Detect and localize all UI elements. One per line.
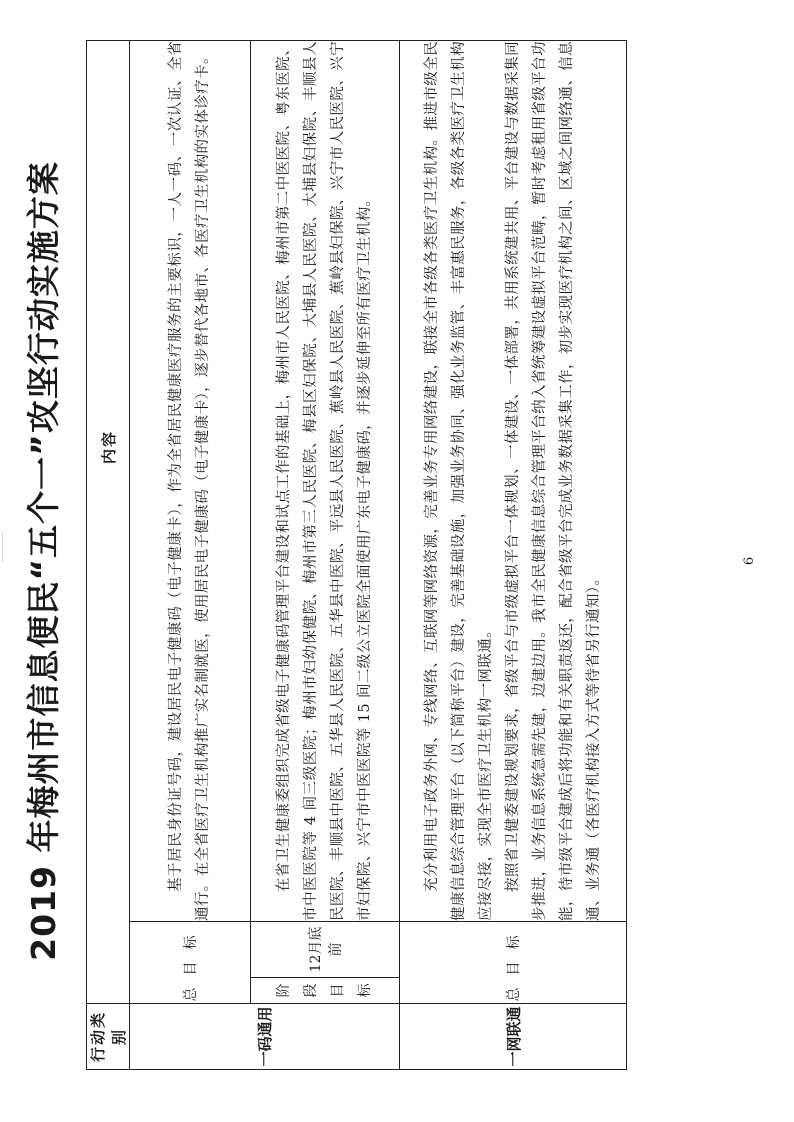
- category-cell-network: 一网联通: [400, 1004, 627, 1070]
- phase-goal-paragraph: 在省卫生健康委组织完成省级电子健康码管理平台建设和试点工作的基础上，梅州市人民医院、梅州市第二中医医院、粤东医院、市中医医院等 4 间三级医院；梅州市妇幼保健院、梅州市第三人民医院、梅县区妇保院、大埔县人民医院、大埔县妇保院、丰顺县人民医院、丰顺县中医院、五华县人民医院、五华县中医院、平远县人民医院、蕉岭县人民医院、蕉岭县妇保院、兴宁市人民医院、兴宁市妇保院、兴宁市中医医院等 15 间二级公立医院全面使用广东电子健康码，并逐步延伸至所有医疗卫生机构。: [276, 41, 373, 921]
- action-plan-table: [86, 40, 627, 1070]
- general-goal-label: 总目标: [130, 922, 251, 1004]
- page-number: 6: [742, 556, 757, 566]
- phase-goal-text: [251, 41, 400, 922]
- document-title: 2019 年梅州市信息便民“五个一”攻坚行动实施方案: [24, 161, 63, 961]
- category-cell-code: 一码通用: [130, 1004, 400, 1070]
- table-header-row: [87, 41, 130, 1070]
- table-row: [251, 41, 400, 1070]
- header-content: 内容: [87, 41, 130, 1004]
- header-category: 行动类别: [87, 1004, 130, 1070]
- general-goal-paragraph: 基于居民身份证号码，建设居民电子健康码（电子健康卡），作为全省居民健康医疗服务的主要标识，一人一码、一次认证、全省通行。在全省医疗卫生机构推广实名制就医，使用居民电子健康码（电子健康卡），逐步替代各地市、各医疗卫生机构的实体诊疗卡。: [168, 41, 211, 921]
- phase-date: 12月底前: [251, 922, 400, 978]
- general-goal-label: 总目标: [400, 922, 627, 1004]
- network-goal-text: [400, 41, 627, 922]
- general-goal-text: [130, 41, 251, 922]
- scan-mark: [2, 532, 13, 562]
- network-goal-paragraph-1: 充分利用电子政务外网、专线网络、互联网等网络资源，完善业务专用网络建设，联接全市各级各类医疗卫生机构。推进市级全民健康信息综合管理平台（以下简称平台）建设，完善基础设施，加强业务协同、强化业务监管、丰富惠民服务，各级各类医疗卫生机构应接尽接，实现全市医疗卫生机构一网联通。: [423, 41, 494, 921]
- table-row: [400, 41, 627, 1070]
- network-goal-paragraph-2: 按照省卫健委建设规划要求，省级平台与市级虚拟平台一体规划、一体建设、一体部署，共用系统建共用、平台建设与数据采集同步推进，业务信息系统急需先建，边建边用。我市全民健康信息综合管理平台纳入省统筹建设虚拟平台范畴，暂时考虑租用省级平台功能，待市级平台建成后将功能和有关职责返还，配合省级平台完成业务数据采集工作，初步实现医疗机构之间、区域之间网络通、信息通、业务通（各医疗机构接入方式等待省另行通知）。: [504, 41, 602, 921]
- phase-goal-label-text: 阶段目标: [276, 983, 373, 998]
- phase-goal-label: [251, 978, 400, 1004]
- table-row: [130, 41, 251, 1070]
